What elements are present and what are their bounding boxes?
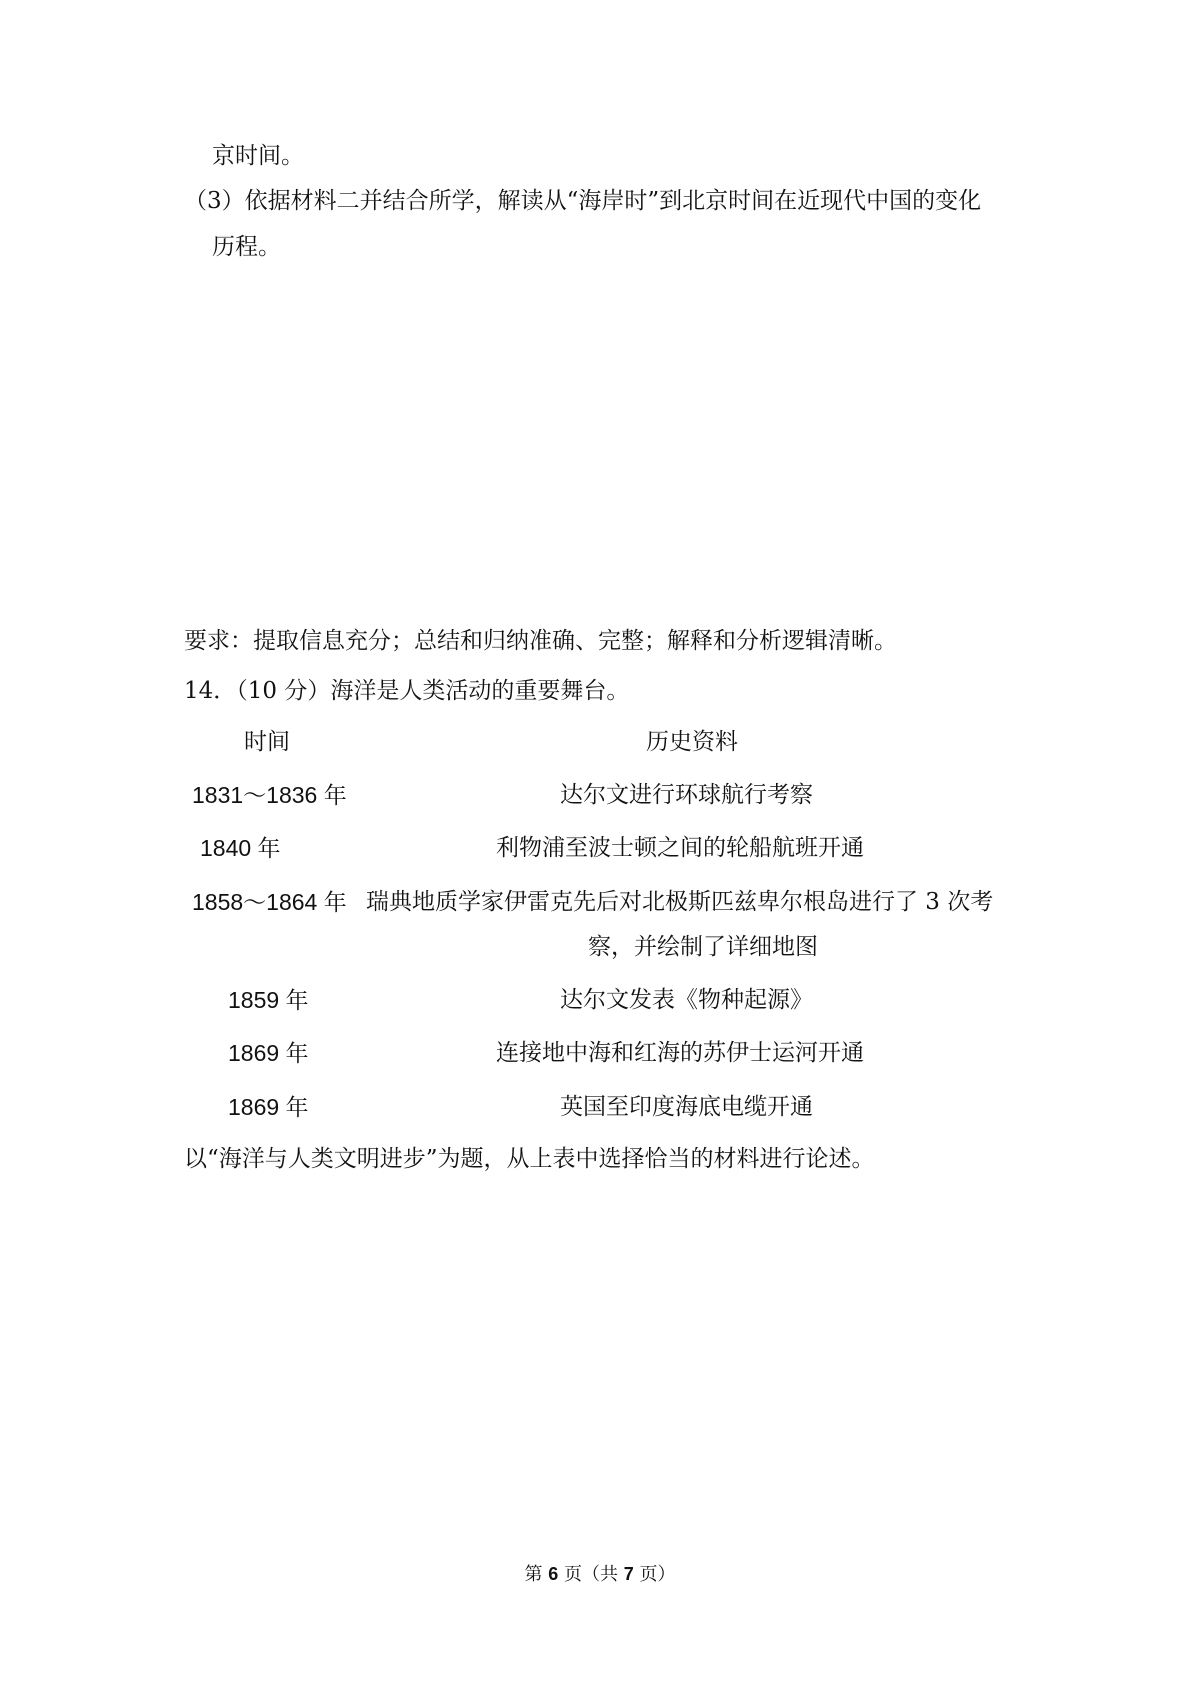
table-cell-fact: 达尔文进行环球航行考察 xyxy=(560,782,813,808)
table-cell-time: 1869 年 xyxy=(228,1094,309,1120)
table-header-time: 时间 xyxy=(244,729,290,755)
table-header-fact: 历史资料 xyxy=(646,729,738,755)
page-footer xyxy=(0,1560,1200,1586)
table-cell-fact: 英国至印度海底电缆开通 xyxy=(560,1094,813,1120)
question-3-line-2: 历程。 xyxy=(212,234,281,260)
continuation-text: 京时间。 xyxy=(212,143,304,169)
table-row xyxy=(0,784,1200,814)
question-3-line-1: （3）依据材料二并结合所学，解读从“海岸时”到北京时间在近现代中国的变化 xyxy=(184,188,982,214)
footer-middle: 页（共 xyxy=(564,1564,618,1585)
table-cell-time: 1859 年 xyxy=(228,987,309,1013)
footer-total-pages: 7 xyxy=(623,1564,634,1584)
table-row-continuation xyxy=(0,936,1200,966)
table-row xyxy=(0,891,1200,921)
table-row xyxy=(0,1042,1200,1072)
footer-suffix: 页） xyxy=(639,1564,676,1585)
table-cell-fact: 利物浦至波士顿之间的轮船航班开通 xyxy=(496,835,864,861)
table-cell-time: 1858～1864 年 xyxy=(192,889,347,915)
table-cell-fact: 连接地中海和红海的苏伊士运河开通 xyxy=(496,1040,864,1066)
table-cell-fact: 达尔文发表《物种起源》 xyxy=(560,987,813,1013)
table-cell-fact: 瑞典地质学家伊雷克先后对北极斯匹兹卑尔根岛进行了 3 次考 xyxy=(366,889,994,915)
question-14-title: 14．（10 分）海洋是人类活动的重要舞台。 xyxy=(184,678,630,704)
question-14-prompt: 以“海洋与人类文明进步”为题，从上表中选择恰当的材料进行论述。 xyxy=(184,1146,875,1172)
table-cell-time: 1869 年 xyxy=(228,1040,309,1066)
table-row xyxy=(0,837,1200,867)
table-cell-fact-continuation: 察，并绘制了详细地图 xyxy=(588,934,818,960)
table-header-row xyxy=(0,731,1200,761)
requirements-text: 要求：提取信息充分；总结和归纳准确、完整；解释和分析逻辑清晰。 xyxy=(184,628,897,654)
footer-page-number: 6 xyxy=(548,1564,559,1584)
footer-prefix: 第 xyxy=(524,1564,543,1585)
table-cell-time: 1831～1836 年 xyxy=(192,782,347,808)
table-cell-time: 1840 年 xyxy=(200,835,281,861)
table-row xyxy=(0,1096,1200,1126)
table-row xyxy=(0,989,1200,1019)
